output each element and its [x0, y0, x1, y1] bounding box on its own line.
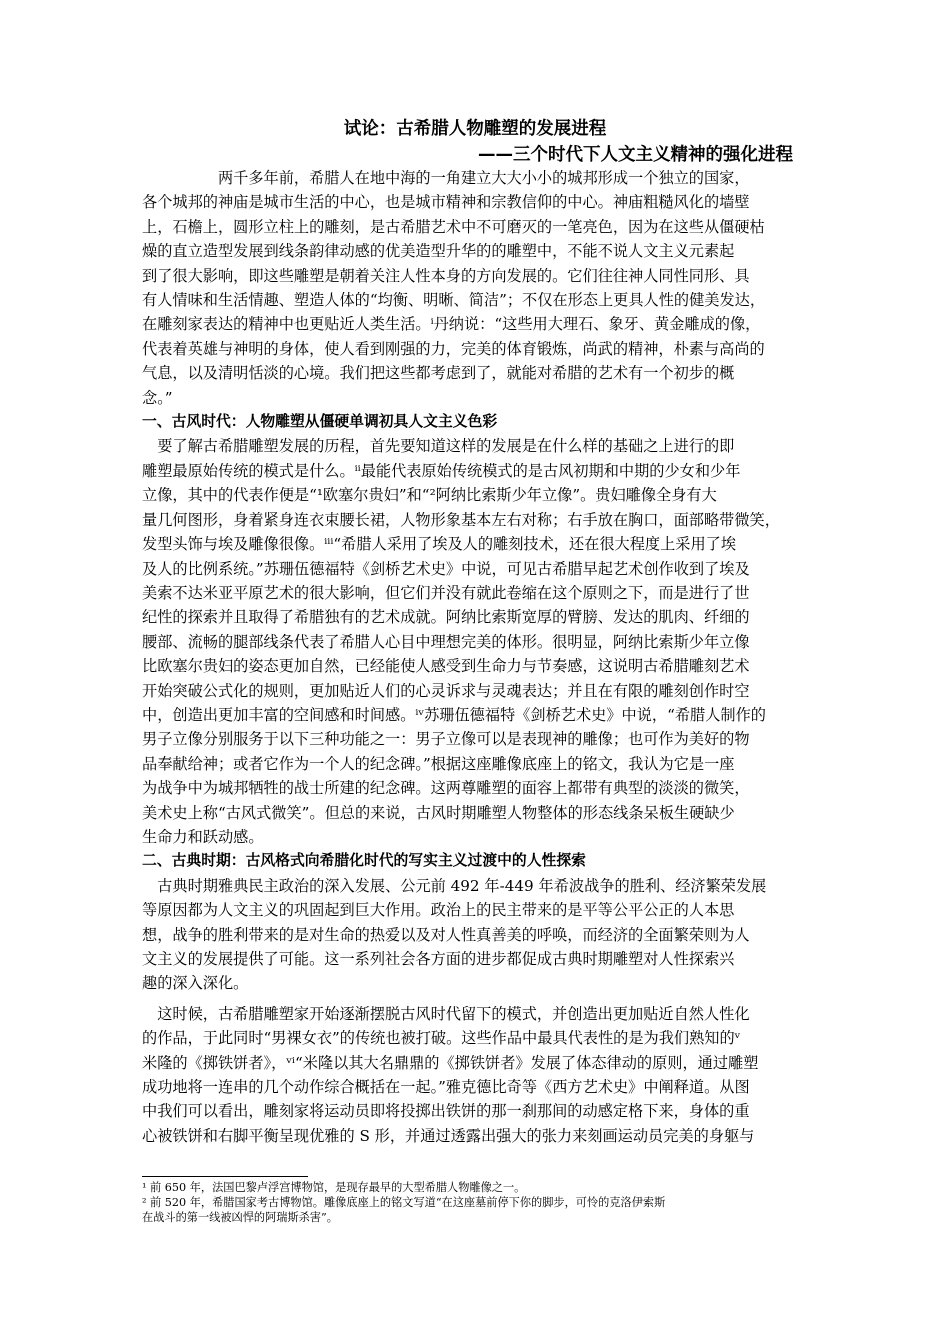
page-subtitle: ——三个时代下人文主义精神的强化进程	[478, 145, 793, 165]
text-line: 代表着英雄与神明的身体，使人看到刚强的力，完美的体育锻炼，尚武的精神，朴素与高尚的	[142, 339, 765, 358]
text-line: 有人情味和生活情趣、塑造人体的“均衡、明晰、简洁”；不仅在形态上更具人性的健美发达，	[142, 291, 766, 310]
text-line: 中我们可以看出，雕刻家将运动员即将投掷出铁饼的那一刹那间的动感定格下来，身体的重	[142, 1102, 750, 1121]
section-heading-archaic: 一、古风时代：人物雕塑从僵硬单调初具人文主义色彩	[142, 413, 498, 431]
text-line: 纪性的探索并且取得了希腊独有的艺术成就。阿纳比索斯宽厚的臂膀、发达的肌肉、纤细的	[142, 608, 750, 627]
text-line: 品奉献给神；或者它作为一个人的纪念碑。”根据这座雕像底座上的铭文，我认为它是一座	[142, 754, 735, 773]
text-line: 趣的深入深化。	[142, 974, 249, 993]
text-line: 燥的直立造型发展到线条韵律动感的优美造型升华的的雕塑中，不能不说人文主义元素起	[142, 242, 735, 261]
text-line: 心被铁饼和右脚平衡呈现优雅的 S 形，并通过透露出强大的张力来刻画运动员完美的身躯与	[142, 1126, 755, 1145]
text-line: 文主义的发展提供了可能。这一系列社会各方面的进步都促成古典时期雕塑对人性探索兴	[142, 950, 735, 968]
text-line: 两千多年前，希腊人在地中海的一角建立大大小小的城邦形成一个独立的国家，	[142, 169, 750, 187]
text-line: 雕塑最原始传统的模式是什么。ⁱⁱ最能代表原始传统模式的是古风初期和中期的少女和少年	[142, 461, 741, 480]
text-line: 米隆的《掷铁饼者》，ᵛⁱ“米隆以其大名鼎鼎的《掷铁饼者》发展了体态律动的原则，通过雕塑	[142, 1053, 759, 1072]
text-line: 男子立像分别服务于以下三种功能之一：男子立像可以是表现神的雕像；也可作为美好的物	[142, 730, 750, 749]
footnotes	[142, 1180, 810, 1225]
text-line: 气息，以及清明恬淡的心境。我们把这些都考虑到了，就能对希腊的艺术有一个初步的概	[142, 364, 735, 383]
footnote-line: 在战斗的第一线被凶悍的阿瑞斯杀害”。	[142, 1211, 338, 1224]
text-line: 开始突破公式化的规则，更加贴近人们的心灵诉求与灵魂表达；并且在有限的雕刻创作时空	[142, 681, 750, 700]
intro-paragraph	[142, 166, 810, 410]
text-line: 比欧塞尔贵妇的姿态更加自然，已经能使人感受到生命力与节奏感，这说明古希腊雕刻艺术	[142, 657, 750, 676]
text-line: 中，创造出更加丰富的空间感和时间感。ⁱᵛ苏珊伍德福特《剑桥艺术史》中说，“希腊人制作的	[142, 705, 766, 724]
text-line: 想，战争的胜利带来的是对生命的热爱以及对人性真善美的呼唤，而经济的全面繁荣则为人	[142, 925, 750, 944]
text-line: 美术史上称“古风式微笑”。但总的来说，古风时期雕塑人物整体的形态线条呆板生硬缺少	[142, 803, 735, 822]
text-line: 这时候，古希腊雕塑家开始逐渐摆脱古风时代留下的模式，并创造出更加贴近自然人性化	[142, 1004, 750, 1023]
text-line: 立像，其中的代表作便是“¹欧塞尔贵妇”和“²阿纳比索斯少年立像”。贵妇雕像全身有大	[142, 486, 717, 505]
text-line: 等原因都为人文主义的巩固起到巨大作用。政治上的民主带来的是平等公平公正的人本思	[142, 901, 735, 920]
text-line: 要了解古希腊雕塑发展的历程，首先要知道这样的发展是在什么样的基础之上进行的即	[142, 437, 735, 456]
text-line: 美索不达米亚平原艺术的很大影响，但它们并没有就此卷缩在这个原则之下，而是进行了世	[142, 583, 750, 602]
footnote-separator	[142, 1176, 308, 1177]
text-line: 发型头饰与埃及雕像很像。ⁱⁱⁱ“希腊人采用了埃及人的雕刻技术，还在很大程度上采用了埃	[142, 535, 737, 554]
text-line: 在雕刻家表达的精神中也更贴近人类生活。ⁱ丹纳说：“这些用大理石、象牙、黄金雕成的像，	[142, 315, 761, 334]
text-line: 上，石檐上，圆形立柱上的雕刻，是古希腊艺术中不可磨灭的一笔亮色，因为在这些从僵硬枯	[142, 217, 765, 236]
text-line: 各个城邦的神庙是城市生活的中心，也是城市精神和宗教信仰的中心。神庙粗糙风化的墙壁	[142, 193, 750, 212]
text-line: 古典时期雅典民主政治的深入发展、公元前 492 年-449 年希波战争的胜利、经济繁荣发展	[142, 876, 767, 895]
text-line: 到了很大影响，即这些雕塑是朝着关注人性本身的方向发展的。它们往往神人同性同形、具	[142, 266, 750, 285]
text-line: 量几何图形，身着紧身连衣束腰长裙，人物形象基本左右对称；右手放在胸口，面部略带微笑，	[142, 510, 780, 529]
document-body	[142, 166, 810, 1148]
footnote-line: ² 前 520 年，希腊国家考古博物馆。雕像底座上的铭文写道“在这座墓前停下你的脚步，可怜的克洛伊索斯	[142, 1196, 666, 1209]
page-title: 试论：古希腊人物雕塑的发展进程	[343, 119, 607, 139]
section-heading-classical: 二、古典时期：古风格式向希腊化时代的写实主义过渡中的人性探索	[142, 852, 586, 870]
footnote-line: ¹ 前 650 年，法国巴黎卢浮宫博物馆，是现存最早的大型希腊人物雕像之一。	[142, 1181, 526, 1194]
section-archaic-paragraph	[142, 434, 810, 849]
text-line: 成功地将一连串的几个动作综合概括在一起。”雅克德比奇等《西方艺术史》中阐释道。从图	[142, 1078, 750, 1097]
section-classical-paragraph-2	[142, 1002, 810, 1148]
section-classical-paragraph-1	[142, 874, 810, 996]
text-line: 腰部、流畅的腿部线条代表了希腊人心目中理想完美的体形。很明显，阿纳比索斯少年立像	[142, 632, 750, 651]
text-line: 生命力和跃动感。	[142, 827, 264, 846]
text-line: 念。”	[142, 388, 173, 407]
text-line: 为战争中为城邦牺牲的战士所建的纪念碑。这两尊雕塑的面容上都带有典型的淡淡的微笑，	[142, 779, 750, 798]
text-line: 的作品，于此同时“男裸女衣”的传统也被打破。这些作品中最具代表性的是为我们熟知的ᵛ	[142, 1029, 741, 1048]
text-line: 及人的比例系统。”苏珊伍德福特《剑桥艺术史》中说，可见古希腊早起艺术创作收到了埃及	[142, 559, 750, 578]
